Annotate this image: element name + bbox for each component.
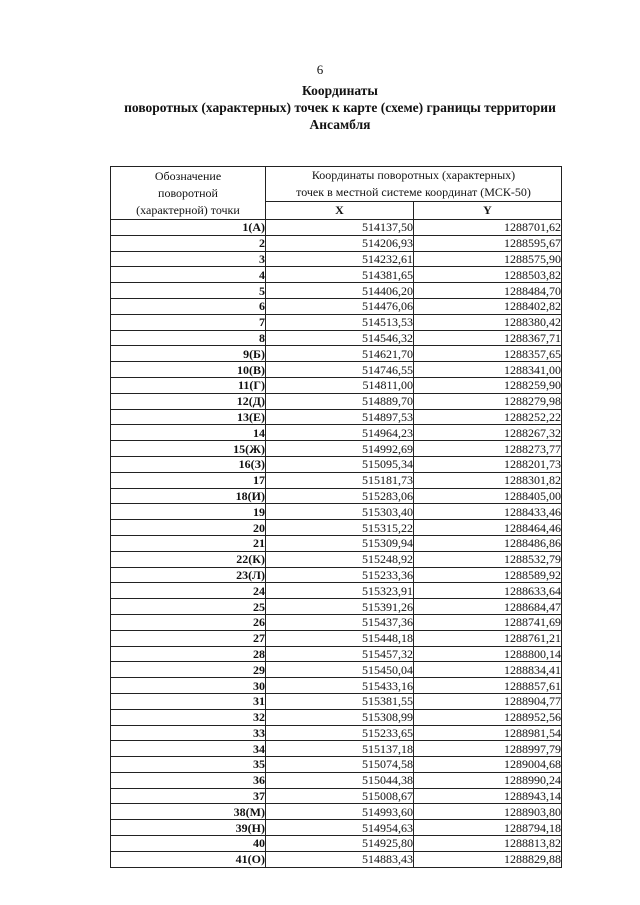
- point-designation: 35: [111, 757, 266, 773]
- title-line-2: поворотных (характерных) точек к карте (схеме) границы территории: [124, 100, 556, 115]
- table-row: [111, 488, 562, 504]
- coordinate-y: 1288794,18: [414, 820, 562, 836]
- coordinate-x: 515233,65: [266, 725, 414, 741]
- point-designation: 18(И): [111, 488, 266, 504]
- coordinate-y: 1288433,46: [414, 504, 562, 520]
- point-designation: 24: [111, 583, 266, 599]
- coordinate-x: 514992,69: [266, 441, 414, 457]
- table-row: [111, 725, 562, 741]
- header-group-line-1: Координаты поворотных (характерных): [311, 168, 516, 182]
- table-row: [111, 693, 562, 709]
- coordinate-x: 514889,70: [266, 393, 414, 409]
- table-row: [111, 504, 562, 520]
- header-left-line-2: поворотной: [158, 185, 218, 200]
- table-row: [111, 599, 562, 615]
- point-designation: 30: [111, 678, 266, 694]
- table-row: [111, 472, 562, 488]
- coordinate-y: 1288813,82: [414, 836, 562, 852]
- table-row: [111, 220, 562, 236]
- point-designation: 27: [111, 630, 266, 646]
- coordinate-x: 514964,23: [266, 425, 414, 441]
- coordinate-y: 1288741,69: [414, 614, 562, 630]
- header-y: Y: [414, 202, 562, 220]
- header-coordinates-group: [266, 167, 562, 202]
- table-row: [111, 646, 562, 662]
- coordinate-x: 514897,53: [266, 409, 414, 425]
- point-designation: 4: [111, 267, 266, 283]
- point-designation: 11(Г): [111, 377, 266, 393]
- coordinate-x: 515303,40: [266, 504, 414, 520]
- coordinate-x: 514883,43: [266, 851, 414, 867]
- table-row: [111, 409, 562, 425]
- coordinate-y: 1288701,62: [414, 220, 562, 236]
- coordinate-x: 514993,60: [266, 804, 414, 820]
- table-row: [111, 330, 562, 346]
- coordinate-x: 515437,36: [266, 614, 414, 630]
- table-body: [111, 220, 562, 868]
- point-designation: 29: [111, 662, 266, 678]
- coordinate-y: 1288267,32: [414, 425, 562, 441]
- coordinate-x: 514476,06: [266, 298, 414, 314]
- table-row: [111, 757, 562, 773]
- coordinate-x: 515391,26: [266, 599, 414, 615]
- table-row: [111, 583, 562, 599]
- coordinate-x: 515433,16: [266, 678, 414, 694]
- coordinate-y: 1288997,79: [414, 741, 562, 757]
- table-row: [111, 614, 562, 630]
- coordinate-x: 514621,70: [266, 346, 414, 362]
- coordinate-x: 515323,91: [266, 583, 414, 599]
- point-designation: 32: [111, 709, 266, 725]
- header-x: X: [266, 202, 414, 220]
- coordinate-y: 1288503,82: [414, 267, 562, 283]
- coordinates-table: [110, 166, 562, 868]
- table-row: [111, 804, 562, 820]
- coordinate-y: 1289004,68: [414, 757, 562, 773]
- point-designation: 39(Н): [111, 820, 266, 836]
- coordinate-y: 1288981,54: [414, 725, 562, 741]
- coordinate-x: 514406,20: [266, 283, 414, 299]
- point-designation: 16(З): [111, 456, 266, 472]
- header-point-designation: [111, 167, 266, 220]
- table-row: [111, 836, 562, 852]
- point-designation: 41(О): [111, 851, 266, 867]
- table-row: [111, 551, 562, 567]
- point-designation: 31: [111, 693, 266, 709]
- coordinate-y: 1288595,67: [414, 235, 562, 251]
- table-row: [111, 235, 562, 251]
- coordinate-y: 1288990,24: [414, 772, 562, 788]
- point-designation: 2: [111, 235, 266, 251]
- title-line-3: Ансамбля: [309, 117, 371, 132]
- coordinate-x: 515233,36: [266, 567, 414, 583]
- point-designation: 17: [111, 472, 266, 488]
- coordinate-y: 1288279,98: [414, 393, 562, 409]
- coordinate-y: 1288273,77: [414, 441, 562, 457]
- table-row: [111, 851, 562, 867]
- coordinate-y: 1288259,90: [414, 377, 562, 393]
- title-line-1: Координаты: [302, 83, 378, 98]
- coordinate-y: 1288943,14: [414, 788, 562, 804]
- table-row: [111, 362, 562, 378]
- coordinate-x: 515381,55: [266, 693, 414, 709]
- point-designation: 7: [111, 314, 266, 330]
- point-designation: 19: [111, 504, 266, 520]
- point-designation: 12(Д): [111, 393, 266, 409]
- point-designation: 1(А): [111, 220, 266, 236]
- coordinate-y: 1288575,90: [414, 251, 562, 267]
- coordinate-x: 515137,18: [266, 741, 414, 757]
- coordinate-y: 1288201,73: [414, 456, 562, 472]
- coordinate-x: 515457,32: [266, 646, 414, 662]
- table-row: [111, 772, 562, 788]
- point-designation: 10(В): [111, 362, 266, 378]
- coordinate-y: 1288904,77: [414, 693, 562, 709]
- coordinate-y: 1288829,88: [414, 851, 562, 867]
- coordinate-x: 515248,92: [266, 551, 414, 567]
- coordinate-x: 514925,80: [266, 836, 414, 852]
- coordinate-y: 1288684,47: [414, 599, 562, 615]
- table-row: [111, 567, 562, 583]
- point-designation: 33: [111, 725, 266, 741]
- coordinate-y: 1288464,46: [414, 520, 562, 536]
- point-designation: 36: [111, 772, 266, 788]
- table-row: [111, 267, 562, 283]
- header-group-line-2: точек в местной системе координат (МСК-50): [296, 185, 531, 199]
- coordinate-x: 514381,65: [266, 267, 414, 283]
- coordinate-y: 1288357,65: [414, 346, 562, 362]
- table-row: [111, 709, 562, 725]
- point-designation: 5: [111, 283, 266, 299]
- table-row: [111, 535, 562, 551]
- coordinate-y: 1288952,56: [414, 709, 562, 725]
- table-row: [111, 456, 562, 472]
- table-row: [111, 520, 562, 536]
- coordinate-x: 515074,58: [266, 757, 414, 773]
- point-designation: 20: [111, 520, 266, 536]
- coordinate-y: 1288800,14: [414, 646, 562, 662]
- coordinate-y: 1288405,00: [414, 488, 562, 504]
- coordinate-x: 514513,53: [266, 314, 414, 330]
- coordinate-x: 514954,63: [266, 820, 414, 836]
- point-designation: 21: [111, 535, 266, 551]
- point-designation: 28: [111, 646, 266, 662]
- table-row: [111, 346, 562, 362]
- coordinate-x: 514746,55: [266, 362, 414, 378]
- header-left-line-1: Обозначение: [154, 168, 222, 183]
- point-designation: 14: [111, 425, 266, 441]
- table-row: [111, 441, 562, 457]
- table-row: [111, 393, 562, 409]
- point-designation: 38(М): [111, 804, 266, 820]
- point-designation: 6: [111, 298, 266, 314]
- table-row: [111, 741, 562, 757]
- coordinate-x: 515309,94: [266, 535, 414, 551]
- header-left-line-3: (характерной) точки: [136, 202, 240, 217]
- table-row: [111, 283, 562, 299]
- table-row: [111, 630, 562, 646]
- coordinate-y: 1288341,00: [414, 362, 562, 378]
- table-row: [111, 298, 562, 314]
- point-designation: 15(Ж): [111, 441, 266, 457]
- point-designation: 8: [111, 330, 266, 346]
- table-row: [111, 251, 562, 267]
- coordinate-y: 1288402,82: [414, 298, 562, 314]
- coordinate-y: 1288301,82: [414, 472, 562, 488]
- coordinate-y: 1288486,86: [414, 535, 562, 551]
- coordinate-y: 1288532,79: [414, 551, 562, 567]
- coordinate-x: 515044,38: [266, 772, 414, 788]
- coordinate-x: 515008,67: [266, 788, 414, 804]
- point-designation: 37: [111, 788, 266, 804]
- table-row: [111, 425, 562, 441]
- coordinate-y: 1288367,71: [414, 330, 562, 346]
- table-row: [111, 678, 562, 694]
- table-row: [111, 662, 562, 678]
- coordinate-x: 514546,32: [266, 330, 414, 346]
- page-number: 6: [316, 62, 324, 77]
- coordinate-x: 515283,06: [266, 488, 414, 504]
- coordinate-x: 515448,18: [266, 630, 414, 646]
- table-row: [111, 788, 562, 804]
- coordinate-y: 1288589,92: [414, 567, 562, 583]
- coordinate-x: 515095,34: [266, 456, 414, 472]
- coordinate-y: 1288484,70: [414, 283, 562, 299]
- table-row: [111, 377, 562, 393]
- point-designation: 34: [111, 741, 266, 757]
- point-designation: 3: [111, 251, 266, 267]
- coordinate-x: 514137,50: [266, 220, 414, 236]
- coordinate-x: 514232,61: [266, 251, 414, 267]
- point-designation: 22(К): [111, 551, 266, 567]
- coordinate-y: 1288633,64: [414, 583, 562, 599]
- document-title: [60, 82, 620, 133]
- coordinate-x: 515315,22: [266, 520, 414, 536]
- coordinate-y: 1288380,42: [414, 314, 562, 330]
- coordinate-y: 1288761,21: [414, 630, 562, 646]
- coordinate-x: 515181,73: [266, 472, 414, 488]
- coordinate-x: 514206,93: [266, 235, 414, 251]
- coordinate-y: 1288857,61: [414, 678, 562, 694]
- coordinate-y: 1288252,22: [414, 409, 562, 425]
- point-designation: 40: [111, 836, 266, 852]
- table-row: [111, 820, 562, 836]
- point-designation: 9(Б): [111, 346, 266, 362]
- point-designation: 25: [111, 599, 266, 615]
- coordinate-y: 1288834,41: [414, 662, 562, 678]
- coordinate-x: 514811,00: [266, 377, 414, 393]
- table-row: [111, 314, 562, 330]
- coordinate-x: 515450,04: [266, 662, 414, 678]
- point-designation: 13(Е): [111, 409, 266, 425]
- point-designation: 26: [111, 614, 266, 630]
- coordinate-y: 1288903,80: [414, 804, 562, 820]
- coordinate-x: 515308,99: [266, 709, 414, 725]
- point-designation: 23(Л): [111, 567, 266, 583]
